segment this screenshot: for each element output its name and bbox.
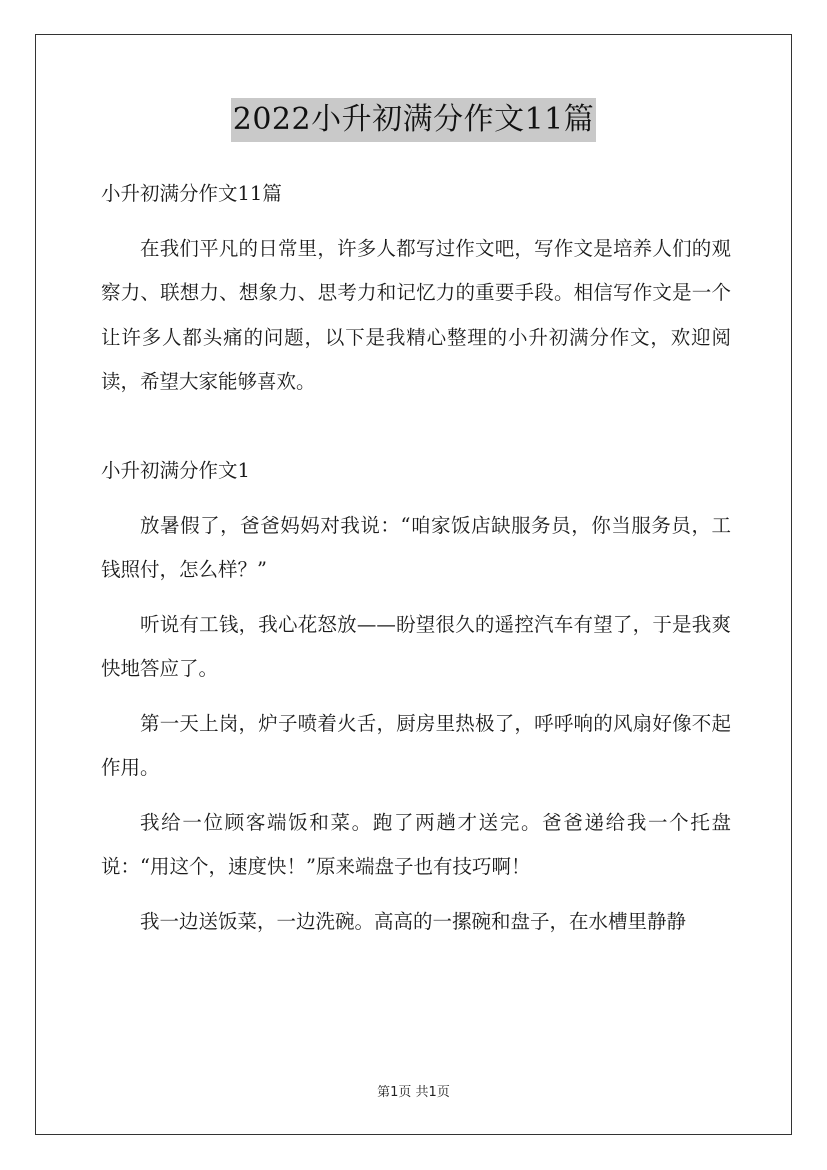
document-body [101,172,731,944]
intro-paragraph: 在我们平凡的日常里，许多人都写过作文吧，写作文是培养人们的观察力、联想力、想象力、思考力和记忆力的重要手段。相信写作文是一个让许多人都头痛的问题，以下是我精心整理的小升初满分作文，欢迎阅读，希望大家能够喜欢。 [101,236,731,393]
title-container [0,98,827,142]
body-paragraph: 放暑假了，爸爸妈妈对我说：“咱家饭店缺服务员，你当服务员，工钱照付，怎么样？” [101,513,731,581]
body-paragraph: 我给一位顾客端饭和菜。跑了两趟才送完。爸爸递给我一个托盘说：“用这个，速度快！”原来端盘子也有技巧啊！ [101,810,731,878]
body-paragraph: 听说有工钱，我心花怒放——盼望很久的遥控汽车有望了，于是我爽快地答应了。 [101,612,731,680]
essay-title: 小升初满分作文1 [101,459,250,482]
body-paragraph: 我一边送饭菜，一边洗碗。高高的一摞碗和盘子，在水槽里静静 [140,909,687,933]
section-title: 小升初满分作文11篇 [101,182,282,205]
blank-line [101,405,731,450]
body-paragraph: 第一天上岗，炉子喷着火舌，厨房里热极了，呼呼响的风扇好像不起作用。 [101,711,731,779]
page-footer: 第1页 共1页 [377,1085,450,1100]
document-title: 2022小升初满分作文11篇 [231,98,597,142]
